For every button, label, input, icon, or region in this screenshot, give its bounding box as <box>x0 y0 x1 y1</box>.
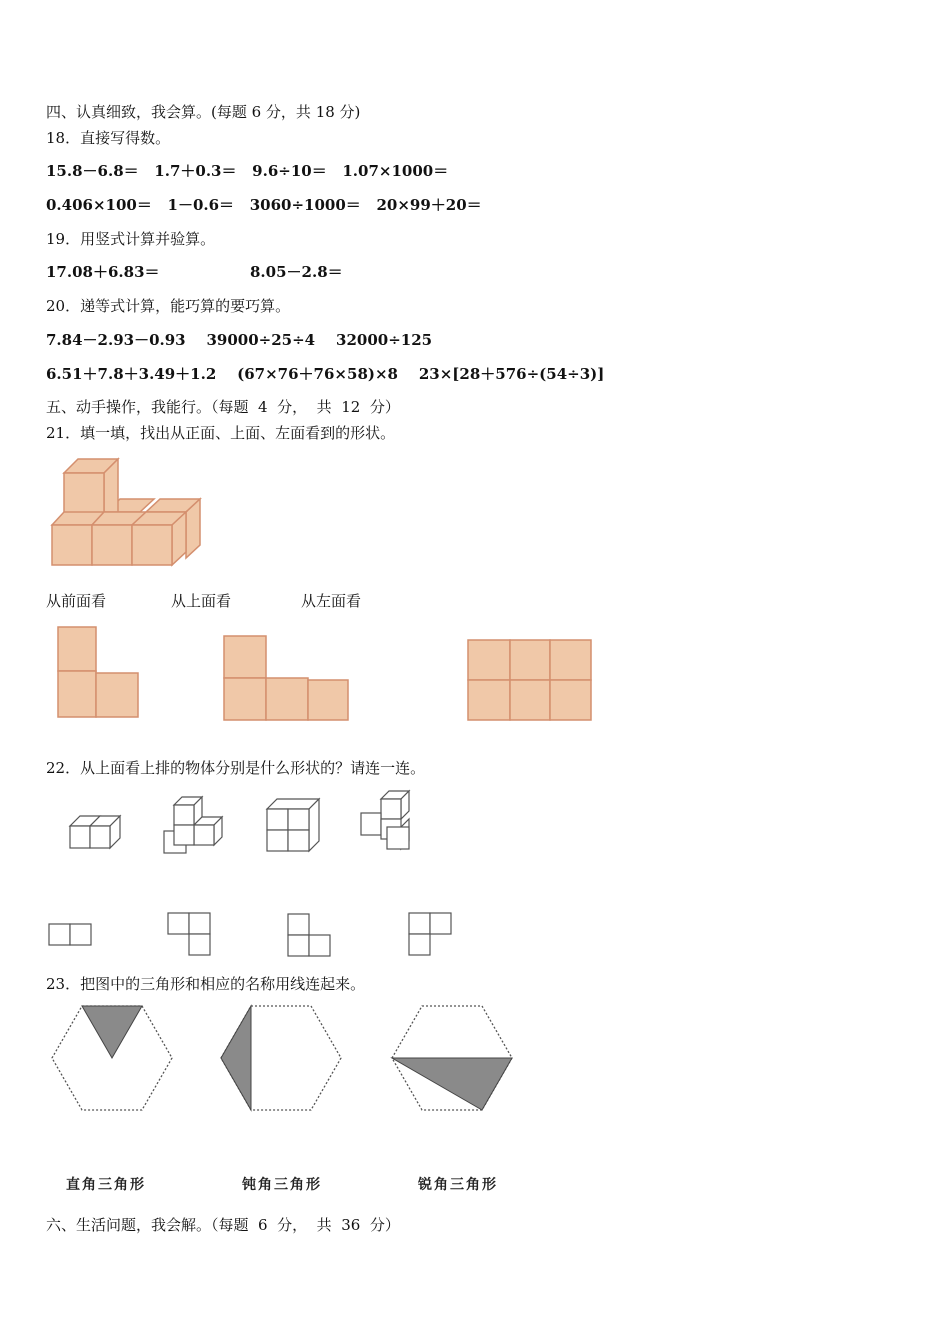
section-5-title: 五、动手操作，我能行。（每题 4 分， 共 12 分） <box>46 398 400 416</box>
section-6-title: 六、生活问题，我会解。（每题 6 分， 共 36 分） <box>46 1216 400 1234</box>
name-obtuse-triangle: 钝角三角形 <box>242 1177 322 1193</box>
option-4-shape <box>407 911 453 957</box>
name-right-triangle: 直角三角形 <box>66 1177 146 1193</box>
object-d-figure <box>357 789 425 855</box>
option-3-shape <box>286 912 332 958</box>
q22-title: 22．从上面看上排的物体分别是什么形状的？请连一连。 <box>46 759 426 777</box>
object-c-figure <box>263 797 323 855</box>
left-view-shape <box>466 638 594 721</box>
q19-title: 19．用竖式计算并验算。 <box>46 230 216 248</box>
q20-title: 20．递等式计算，能巧算的要巧算。 <box>46 297 291 315</box>
q20-row2: 6.51＋7.8＋3.49＋1.2 (67×76＋76×58)×8 23×[28＋576÷(54÷3)] <box>46 365 605 383</box>
object-b-figure <box>160 795 226 857</box>
q21-title: 21．填一填，找出从正面、上面、左面看到的形状。 <box>46 424 396 442</box>
name-acute-triangle: 锐角三角形 <box>418 1177 498 1193</box>
section-4-title: 四、认真细致，我会算。(每题 6 分，共 18 分) <box>46 103 361 121</box>
label-front-view: 从前面看 <box>46 592 107 610</box>
hexagon-3-figure <box>390 1002 516 1112</box>
object-a-figure <box>66 802 126 854</box>
hexagon-2-figure <box>219 1002 345 1112</box>
hexagon-1-figure <box>50 1002 176 1112</box>
front-view-shape <box>56 626 142 719</box>
q20-row1: 7.84－2.93－0.93 39000÷25÷4 32000÷125 <box>46 331 433 349</box>
q18-title: 18．直接写得数。 <box>46 129 171 147</box>
cube-stack-figure <box>46 455 206 567</box>
q18-row2: 0.406×100＝ 1－0.6＝ 3060÷1000＝ 20×99＋20＝ <box>46 196 482 214</box>
q18-row1: 15.8－6.8＝ 1.7＋0.3＝ 9.6÷10＝ 1.07×1000＝ <box>46 162 449 180</box>
option-1-shape <box>47 922 93 948</box>
top-view-shape <box>222 635 352 722</box>
option-2-shape <box>166 911 212 957</box>
q19-left: 17.08＋6.83＝ <box>46 263 160 281</box>
q19-right: 8.05－2.8＝ <box>250 263 343 281</box>
label-top-view: 从上面看 <box>171 592 232 610</box>
label-left-view: 从左面看 <box>301 592 362 610</box>
q23-title: 23．把图中的三角形和相应的名称用线连起来。 <box>46 975 366 993</box>
